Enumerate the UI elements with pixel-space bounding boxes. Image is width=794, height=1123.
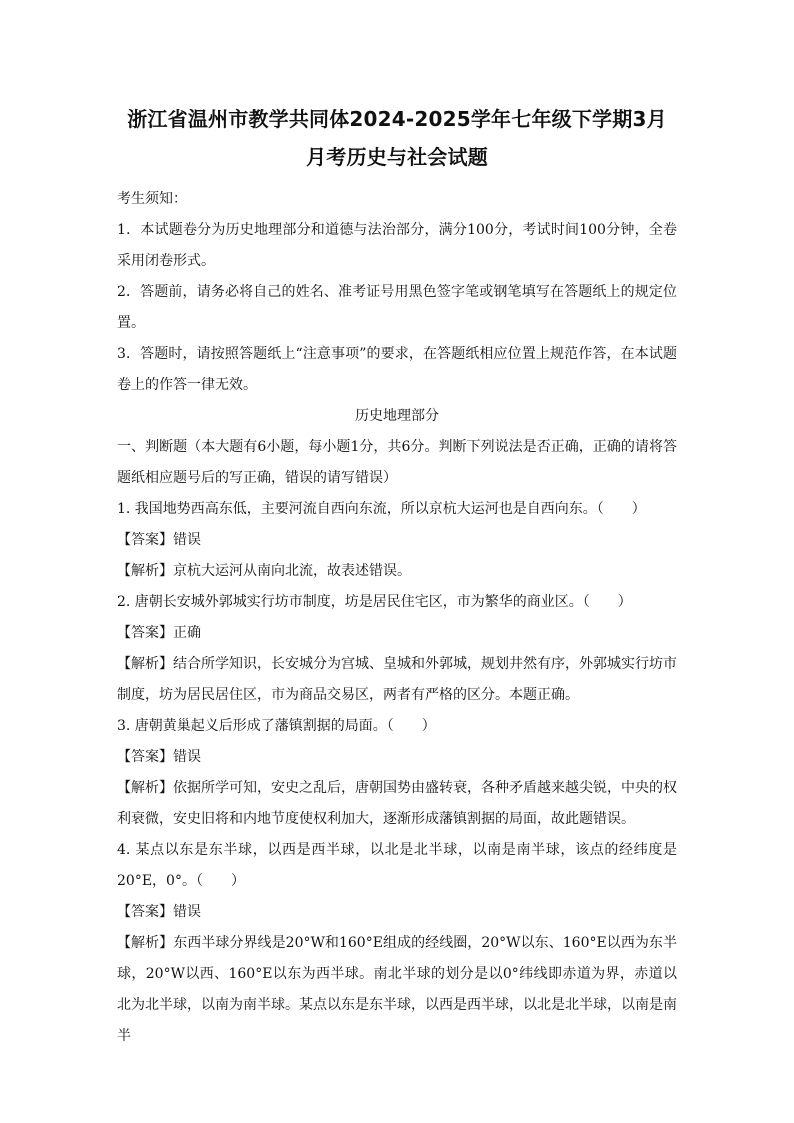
answer-1: 【答案】错误	[117, 532, 201, 548]
document-title	[109, 100, 685, 176]
answer-3: 【答案】错误	[117, 749, 201, 765]
notice-item-1: 1．本试题卷分为历史地理部分和道德与法治部分，满分100分，考试时间100分钟，全卷采用闭卷形式。	[117, 222, 677, 269]
notice-heading: 考生须知：	[117, 191, 187, 207]
question-4: 4. 某点以东是东半球，以西是西半球，以北是北半球，以南是南半球，该点的经纬度是20°E，0°。（ ）	[117, 842, 677, 889]
answer-2: 【答案】正确	[117, 625, 201, 641]
document-page	[117, 100, 677, 1052]
notice-item-2: 2．答题前，请务必将自己的姓名、准考证号用黑色签字笔或钢笔填写在答题纸上的规定位置。	[117, 284, 677, 331]
explanation-1: 【解析】京杭大运河从南向北流，故表述错误。	[117, 563, 411, 579]
question-3: 3. 唐朝黄巢起义后形成了藩镇割据的局面。（ ）	[117, 718, 436, 734]
answer-4: 【答案】错误	[117, 904, 201, 920]
title-line-2: 月考历史与社会试题	[306, 145, 488, 169]
title-line-1: 浙江省温州市教学共同体2024-2025学年七年级下学期3月	[127, 107, 667, 131]
question-1: 1. 我国地势西高东低，主要河流自西向东流，所以京杭大运河也是自西向东。（ ）	[117, 501, 646, 517]
question-2: 2. 唐朝长安城外郭城实行坊市制度，坊是居民住宅区，市为繁华的商业区。（ ）	[117, 594, 632, 610]
explanation-3: 【解析】依据所学可知，安史之乱后，唐朝国势由盛转衰，各种矛盾越来越尖锐，中央的权利衰微，安史旧将和内地节度使权利加大，逐渐形成藩镇割据的局面，故此题错误。	[117, 780, 677, 827]
explanation-2: 【解析】结合所学知识，长安城分为宫城、皇城和外郭城，规划井然有序，外郭城实行坊市制度，坊为居民居住区，市为商品交易区，两者有严格的区分。本题正确。	[117, 656, 677, 703]
part1-heading: 一、判断题（本大题有6小题，每小题1分，共6分。判断下列说法是否正确，正确的请将答题纸相应题号后的写正确，错误的请写错误）	[117, 439, 677, 486]
section-title: 历史地理部分	[355, 408, 439, 424]
explanation-4: 【解析】东西半球分界线是20°W和160°E组成的经线圈，20°W以东、160°E以西为东半球，20°W以西、160°E以东为西半球。南北半球的划分是以0°纬线即赤道为界，赤道以北为北半球，以南为南半球。某点以东是东半球，以西是西半球，以北是北半球，以南是南半	[117, 935, 677, 1044]
notice-item-3: 3．答题时，请按照答题纸上“注意事项”的要求，在答题纸相应位置上规范作答，在本试题卷上的作答一律无效。	[117, 346, 677, 393]
